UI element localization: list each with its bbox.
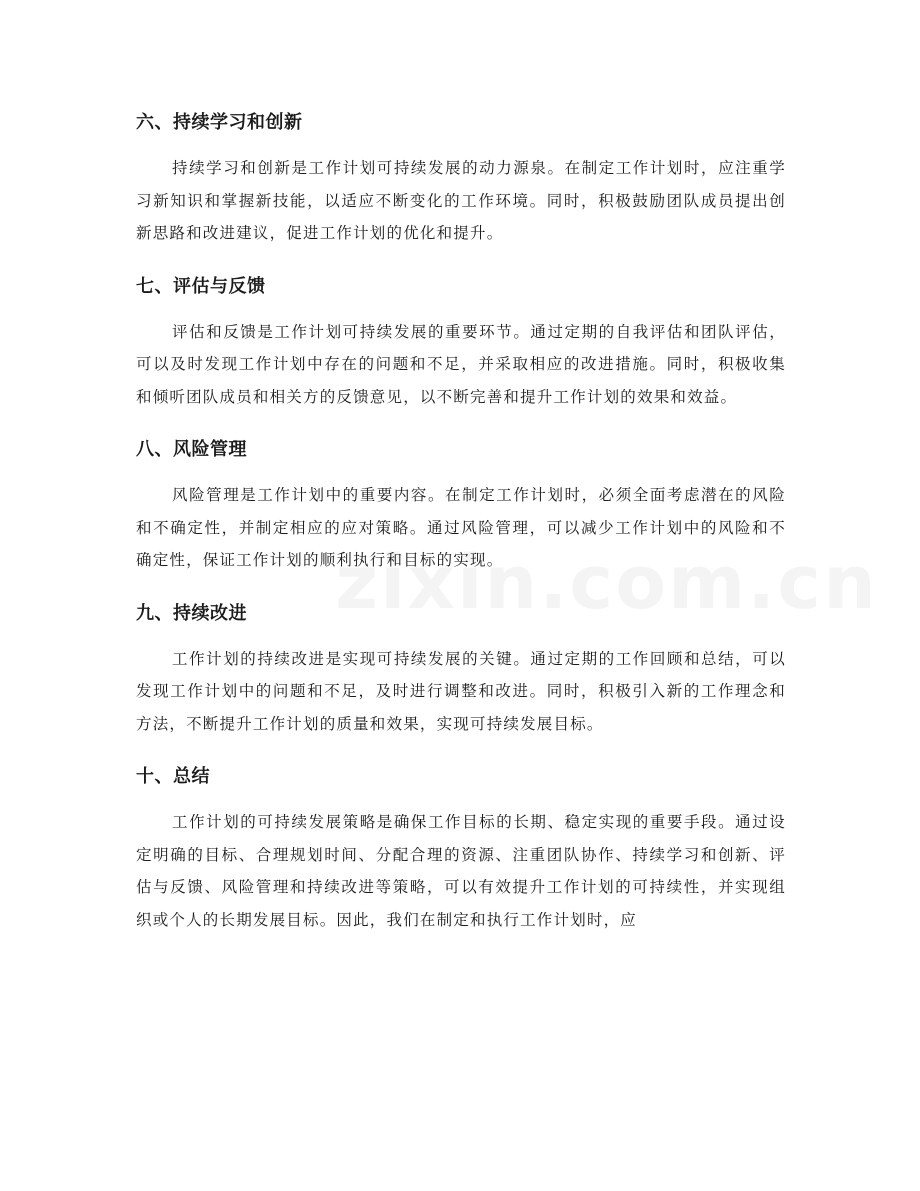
section-heading: 九、持续改进	[136, 602, 247, 624]
section-heading: 八、风险管理	[136, 439, 247, 460]
section-6	[136, 106, 786, 250]
section-paragraph: 持续学习和创新是工作计划可持续发展的动力源泉。在制定工作计划时，应注重学习新知识和掌握新技能，以适应不断变化的工作环境。同时，积极鼓励团队成员提出创新思路和改进建议，促进工作计划的优化和提升。	[136, 159, 786, 242]
section-heading: 六、持续学习和创新	[136, 112, 303, 133]
section-heading: 十、总结	[136, 766, 210, 787]
section-heading: 七、评估与反馈	[136, 275, 266, 297]
section-paragraph: 工作计划的可持续发展策略是确保工作目标的长期、稳定实现的重要手段。通过设定明确的目标、合理规划时间、分配合理的资源、注重团队协作、持续学习和创新、评估与反馈、风险管理和持续改进等策略，可以有效提升工作计划的可持续性，并实现组织或个人的长期发展目标。因此，我们在制定和执行工作计划时，应	[136, 813, 786, 929]
section-7	[136, 270, 786, 414]
section-10	[136, 760, 786, 936]
section-paragraph: 评估和反馈是工作计划可持续发展的重要环节。通过定期的自我评估和团队评估，可以及时发现工作计划中存在的问题和不足，并采取相应的改进措施。同时，积极收集和倾听团队成员和相关方的反馈意见，以不断完善和提升工作计划的效果和效益。	[136, 322, 786, 406]
section-paragraph: 工作计划的持续改进是实现可持续发展的关键。通过定期的工作回顾和总结，可以发现工作计划中的问题和不足，及时进行调整和改进。同时，积极引入新的工作理念和方法，不断提升工作计划的质量和效果，实现可持续发展目标。	[136, 649, 786, 733]
section-9	[136, 597, 786, 741]
section-8	[136, 433, 786, 577]
document-content	[136, 106, 786, 956]
section-paragraph: 风险管理是工作计划中的重要内容。在制定工作计划时，必须全面考虑潜在的风险和不确定性，并制定相应的应对策略。通过风险管理，可以减少工作计划中的风险和不确定性，保证工作计划的顺利执行和目标的实现。	[136, 486, 786, 569]
